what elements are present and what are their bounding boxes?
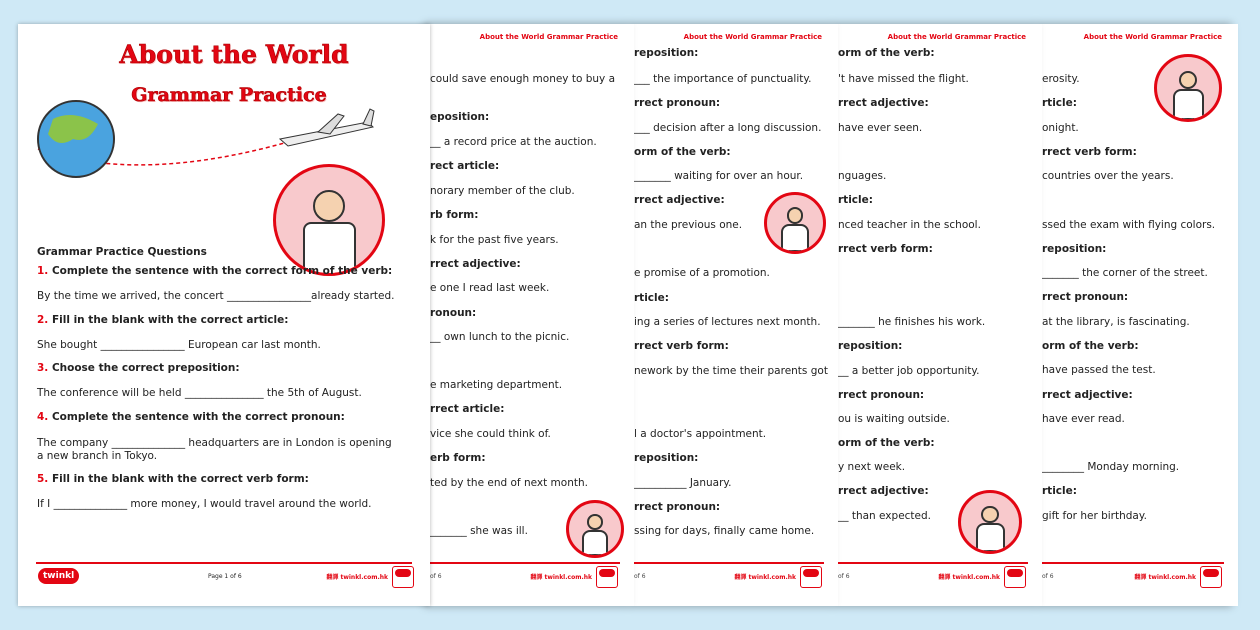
question-prompt (37, 411, 345, 424)
badge-logo (1200, 566, 1222, 588)
question-prompt: rrect pronoun: (1042, 291, 1129, 303)
page-number: of 6 (838, 573, 850, 580)
question-prompt: rticle: (1042, 97, 1077, 109)
question-number: 4. (37, 411, 49, 423)
question-sentence: at the library, is fascinating. (1042, 316, 1190, 328)
prompt-text: Fill in the blank with the correct article: (51, 314, 289, 326)
worksheet-page-2[interactable] (430, 24, 634, 606)
page-number: of 6 (430, 573, 442, 580)
question-sentence: ___ decision after a long discussion. (634, 122, 822, 134)
question-sentence: countries over the years. (1042, 170, 1174, 182)
question-sentence: e marketing department. (430, 379, 563, 391)
question-prompt: rticle: (838, 194, 873, 206)
question-prompt (37, 473, 309, 486)
question-sentence: _______ waiting for over an hour. (634, 170, 804, 182)
question-sentence: _______ she was ill. (430, 525, 528, 537)
question-sentence: have passed the test. (1042, 364, 1156, 376)
question-sentence: _______ he finishes his work. (838, 316, 986, 328)
question-sentence (37, 290, 394, 303)
question-prompt: rrect pronoun: (634, 501, 721, 513)
site-link[interactable]: 翻譯 twinkl.com.hk (326, 574, 388, 581)
footer-divider (634, 562, 824, 564)
question-sentence: l a doctor's appointment. (634, 428, 767, 440)
question-prompt: rrect adjective: (634, 194, 725, 206)
twinkl-logo: twinkl (38, 568, 79, 584)
question-sentence: gift for her birthday. (1042, 510, 1147, 522)
footer-divider (36, 562, 412, 564)
question-sentence: have ever seen. (838, 122, 923, 134)
question-number: 5. (37, 473, 49, 485)
footer-divider (430, 562, 620, 564)
question-sentence: _______ the corner of the street. (1042, 267, 1208, 279)
child-illustration (764, 192, 826, 254)
question-sentence: __________ January. (634, 477, 732, 489)
question-prompt: rrect pronoun: (634, 97, 721, 109)
prompt-text: Fill in the blank with the correct verb form: (51, 473, 309, 485)
question-prompt: rrect verb form: (1042, 146, 1137, 158)
question-number: 3. (37, 362, 49, 374)
question-sentence: nework by the time their parents got (634, 365, 828, 377)
question-prompt: reposition: (634, 452, 699, 464)
badge-logo (596, 566, 618, 588)
question-prompt: rrect verb form: (634, 340, 729, 352)
page-number: Page 1 of 6 (208, 573, 242, 580)
badge-logo (392, 566, 414, 588)
question-number: 1. (37, 265, 49, 277)
question-prompt: reposition: (634, 47, 699, 59)
question-sentence: ssing for days, finally came home. (634, 525, 815, 537)
question-sentence: vice she could think of. (430, 428, 551, 440)
question-prompt (37, 362, 240, 375)
question-prompt: orm of the verb: (838, 47, 935, 59)
question-prompt: rrect adjective: (838, 97, 929, 109)
question-sentence (37, 339, 321, 352)
question-sentence: norary member of the club. (430, 185, 575, 197)
sentence-text: The company ______________ headquarters are in London is opening (37, 437, 392, 449)
page-number: of 6 (634, 573, 646, 580)
question-prompt: orm of the verb: (634, 146, 731, 158)
sentence-text: By the time we arrived, the concert ________________already started. (37, 290, 395, 302)
question-sentence (37, 387, 362, 400)
site-link[interactable]: 翻譯 twinkl.com.hk (530, 574, 592, 581)
question-sentence: __ a record price at the auction. (430, 136, 597, 148)
question-sentence: e promise of a promotion. (634, 267, 770, 279)
badge-logo (800, 566, 822, 588)
question-number: 2. (37, 314, 49, 326)
page-header: About the World Grammar Practice (683, 33, 822, 41)
sentence-text: The conference will be held _______________ the 5th of August. (37, 387, 362, 399)
question-sentence: ________ Monday morning. (1042, 461, 1180, 473)
footer-divider (1042, 562, 1224, 564)
worksheet-page-1[interactable] (18, 24, 430, 606)
question-prompt (37, 265, 392, 278)
question-sentence: erosity. (1042, 73, 1080, 85)
question-sentence: have ever read. (1042, 413, 1125, 425)
worksheet-page-3[interactable] (634, 24, 838, 606)
question-prompt: rb form: (430, 209, 479, 221)
question-sentence: e one I read last week. (430, 282, 550, 294)
question-sentence: ssed the exam with flying colors. (1042, 219, 1216, 231)
question-sentence: nguages. (838, 170, 887, 182)
question-prompt: rticle: (634, 292, 669, 304)
question-prompt: rrect article: (430, 403, 505, 415)
question-sentence: ted by the end of next month. (430, 477, 588, 489)
child-illustration (958, 490, 1022, 554)
question-sentence: 't have missed the flight. (838, 73, 969, 85)
question-sentence: an the previous one. (634, 219, 743, 231)
prompt-text: Choose the correct preposition: (51, 362, 240, 374)
page-number: of 6 (1042, 573, 1054, 580)
question-sentence: onight. (1042, 122, 1079, 134)
prompt-text: Complete the sentence with the correct form of the verb: (51, 265, 393, 277)
question-sentence: ___ the importance of punctuality. (634, 73, 812, 85)
prompt-text: Complete the sentence with the correct pronoun: (51, 411, 345, 423)
sentence-text: She bought ________________ European car last month. (37, 339, 321, 351)
page-header: About the World Grammar Practice (887, 33, 1026, 41)
worksheet-subtitle: Grammar Practice (131, 84, 327, 106)
question-prompt: eposition: (430, 111, 490, 123)
page-header: About the World Grammar Practice (1083, 33, 1222, 41)
question-prompt: rrect verb form: (838, 243, 933, 255)
child-illustration (1154, 54, 1222, 122)
question-prompt: reposition: (1042, 243, 1107, 255)
sentence-text: If I ______________ more money, I would travel around the world. (37, 498, 372, 510)
question-sentence: nced teacher in the school. (838, 219, 981, 231)
globe-and-plane-illustration (18, 94, 430, 184)
question-prompt: orm of the verb: (1042, 340, 1139, 352)
site-link[interactable]: 翻譯 twinkl.com.hk (938, 574, 1000, 581)
page-header: About the World Grammar Practice (479, 33, 618, 41)
question-sentence: ing a series of lectures next month. (634, 316, 821, 328)
question-sentence (37, 437, 392, 463)
question-sentence: could save enough money to buy a (430, 73, 616, 85)
girl-thumbs-up-illustration (273, 164, 385, 276)
question-prompt (37, 314, 288, 327)
question-sentence: y next week. (838, 461, 906, 473)
section-heading: Grammar Practice Questions (37, 246, 207, 258)
worksheet-page-4[interactable] (838, 24, 1042, 606)
question-prompt: rect article: (430, 160, 500, 172)
question-sentence: __ own lunch to the picnic. (430, 331, 570, 343)
airplane-icon (280, 109, 374, 146)
site-link[interactable]: 翻譯 twinkl.com.hk (734, 574, 796, 581)
child-illustration (566, 500, 624, 558)
question-sentence: __ a better job opportunity. (838, 365, 980, 377)
worksheet-page-5[interactable] (1042, 24, 1238, 606)
question-sentence: __ than expected. (838, 510, 932, 522)
question-prompt: rrect adjective: (430, 258, 521, 270)
site-link[interactable]: 翻譯 twinkl.com.hk (1134, 574, 1196, 581)
question-sentence (37, 498, 372, 511)
question-prompt: rrect pronoun: (838, 389, 925, 401)
question-sentence: ou is waiting outside. (838, 413, 950, 425)
question-prompt: rrect adjective: (838, 485, 929, 497)
badge-logo (1004, 566, 1026, 588)
question-prompt: ronoun: (430, 307, 477, 319)
question-prompt: rticle: (1042, 485, 1077, 497)
question-prompt: orm of the verb: (838, 437, 935, 449)
footer-divider (838, 562, 1028, 564)
sentence-text-continued: a new branch in Tokyo. (37, 450, 158, 462)
question-prompt: erb form: (430, 452, 486, 464)
question-prompt: reposition: (838, 340, 903, 352)
question-sentence: k for the past five years. (430, 234, 559, 246)
worksheet-title: About the World (119, 40, 349, 69)
question-prompt: rrect adjective: (1042, 389, 1133, 401)
